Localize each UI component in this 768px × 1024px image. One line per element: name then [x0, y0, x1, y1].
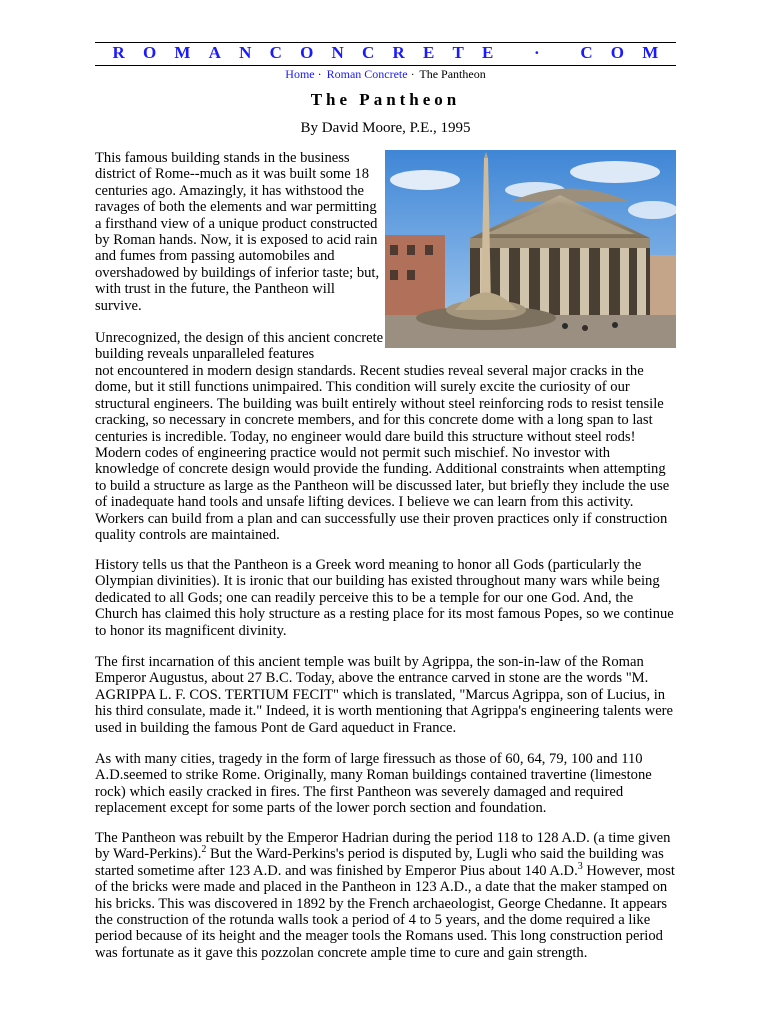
paragraph-1: This famous building stands in the business district of Rome--much as it was built some 18 centuries ago. Amazingly, it has withstood the ravages of both the elements and war permitting a firsthand view of a unique product constructed by Roman hands. Now, it is exposed to acid rain and fumes from passing automobiles and overshadowed by buildings of inferior taste; but, with trust in the future, the Pantheon will survive. — [95, 150, 380, 314]
breadcrumb — [95, 67, 676, 81]
paragraph-2: not encountered in modern design standards. Recent studies reveal several major cracks in the dome, but it still functions unimpaired. This condition will surely excite the curiosity of our structural engineers. The building was built entirely without steel reinforcing rods to resist tensile cracking, so necessary in concrete members, and for this concrete dome with a long span to last centuries is incredible. Today, no engineer would dare build this structure without steel rods! Modern codes of engineering practice would not permit such mischief. No investor with knowledge of concrete design would provide the funding. Additional constraints when attempting to build a structure as large as the Pantheon will be discussed later, but briefly they include the use of inadequate hand tools and unsafe lifting devices. I believe we can learn from this activity. Workers can build from a plan and can successfully use their proven practices only if construction quality controls are maintained. — [95, 363, 670, 544]
pantheon-photo — [385, 150, 676, 348]
footnote-2-link[interactable]: 2 — [201, 844, 207, 856]
breadcrumb-roman-concrete-link[interactable]: Roman Concrete — [326, 67, 408, 81]
breadcrumb-separator: · — [317, 67, 322, 81]
breadcrumb-separator: · — [410, 67, 415, 81]
site-name: ROMANCONCRETE · COM — [112, 43, 677, 62]
breadcrumb-current: The Pantheon — [419, 67, 486, 81]
paragraph-6-part-b: But the Ward-Perkins's period is disputed by, Lugli who said the building was started sometime after 123 A.D. and was finished by Emperor Pius about 140 A.D. — [95, 846, 664, 879]
breadcrumb-home-link[interactable]: Home — [285, 67, 315, 81]
paragraph-5: As with many cities, tragedy in the form of large firessuch as those of 60, 64, 79, 100 and 110 A.D.seemed to strike Rome. Originally, many Roman buildings contained travertine (limestone rock) which easily cracked in fires. The first Pantheon was severely damaged and required replacement except for some parts of the lower porch section and foundation. — [95, 751, 652, 817]
page-title: The Pantheon — [310, 90, 461, 109]
paragraph-6-part-c: However, most of the bricks were made and placed in the Pantheon in 123 A.D., a date that the maker stamped on his bricks. This was discovered in 1892 by the French archaeologist, George Chedanne. It appears the construction of the rotunda walls took a period of 4 to 5 years, and the dome required a like period because of its height and the meager tools the Romans used. This long construction period was fortunate as it gave this pozzolan concrete ample time to cure and gain strength. — [95, 862, 675, 961]
footnote-3-link[interactable]: 3 — [577, 860, 583, 872]
paragraph-3: History tells us that the Pantheon is a Greek word meaning to honor all Gods (particularly the Olympian divinities). It is ironic that our building has existed throughout many wars while being dedicated to all Gods; one can readily perceive this to be a temple for our one God. And, the Church has claimed this holy structure as a resting place for its most famous Popes, so we continue to honor its magnificent divinity. — [95, 557, 674, 639]
paragraph-2-lead: Unrecognized, the design of this ancient concrete building reveals unparalleled features — [95, 330, 384, 363]
paragraph-6 — [95, 830, 676, 961]
paragraph-4: The first incarnation of this ancient temple was built by Agrippa, the son-in-law of the Roman Emperor Augustus, about 27 B.C. Today, above the entrance carved in stone are the words "M. AGRIPPA L. F. COS. TERTIUM FECIT" which is translated, "Marcus Agrippa, son of Lucius, in his third consulate, made it." Indeed, it is worth mentioning that Agrippa's engineering talents were used in building the famous Pont de Gard aqueduct in France. — [95, 654, 674, 736]
byline: By David Moore, P.E., 1995 — [300, 120, 471, 136]
paragraph-6-part-a: The Pantheon was rebuilt by the Emperor Hadrian during the period 118 to 128 A.D. (a time given by Ward-Perkins). — [95, 830, 671, 863]
site-masthead — [95, 42, 676, 66]
